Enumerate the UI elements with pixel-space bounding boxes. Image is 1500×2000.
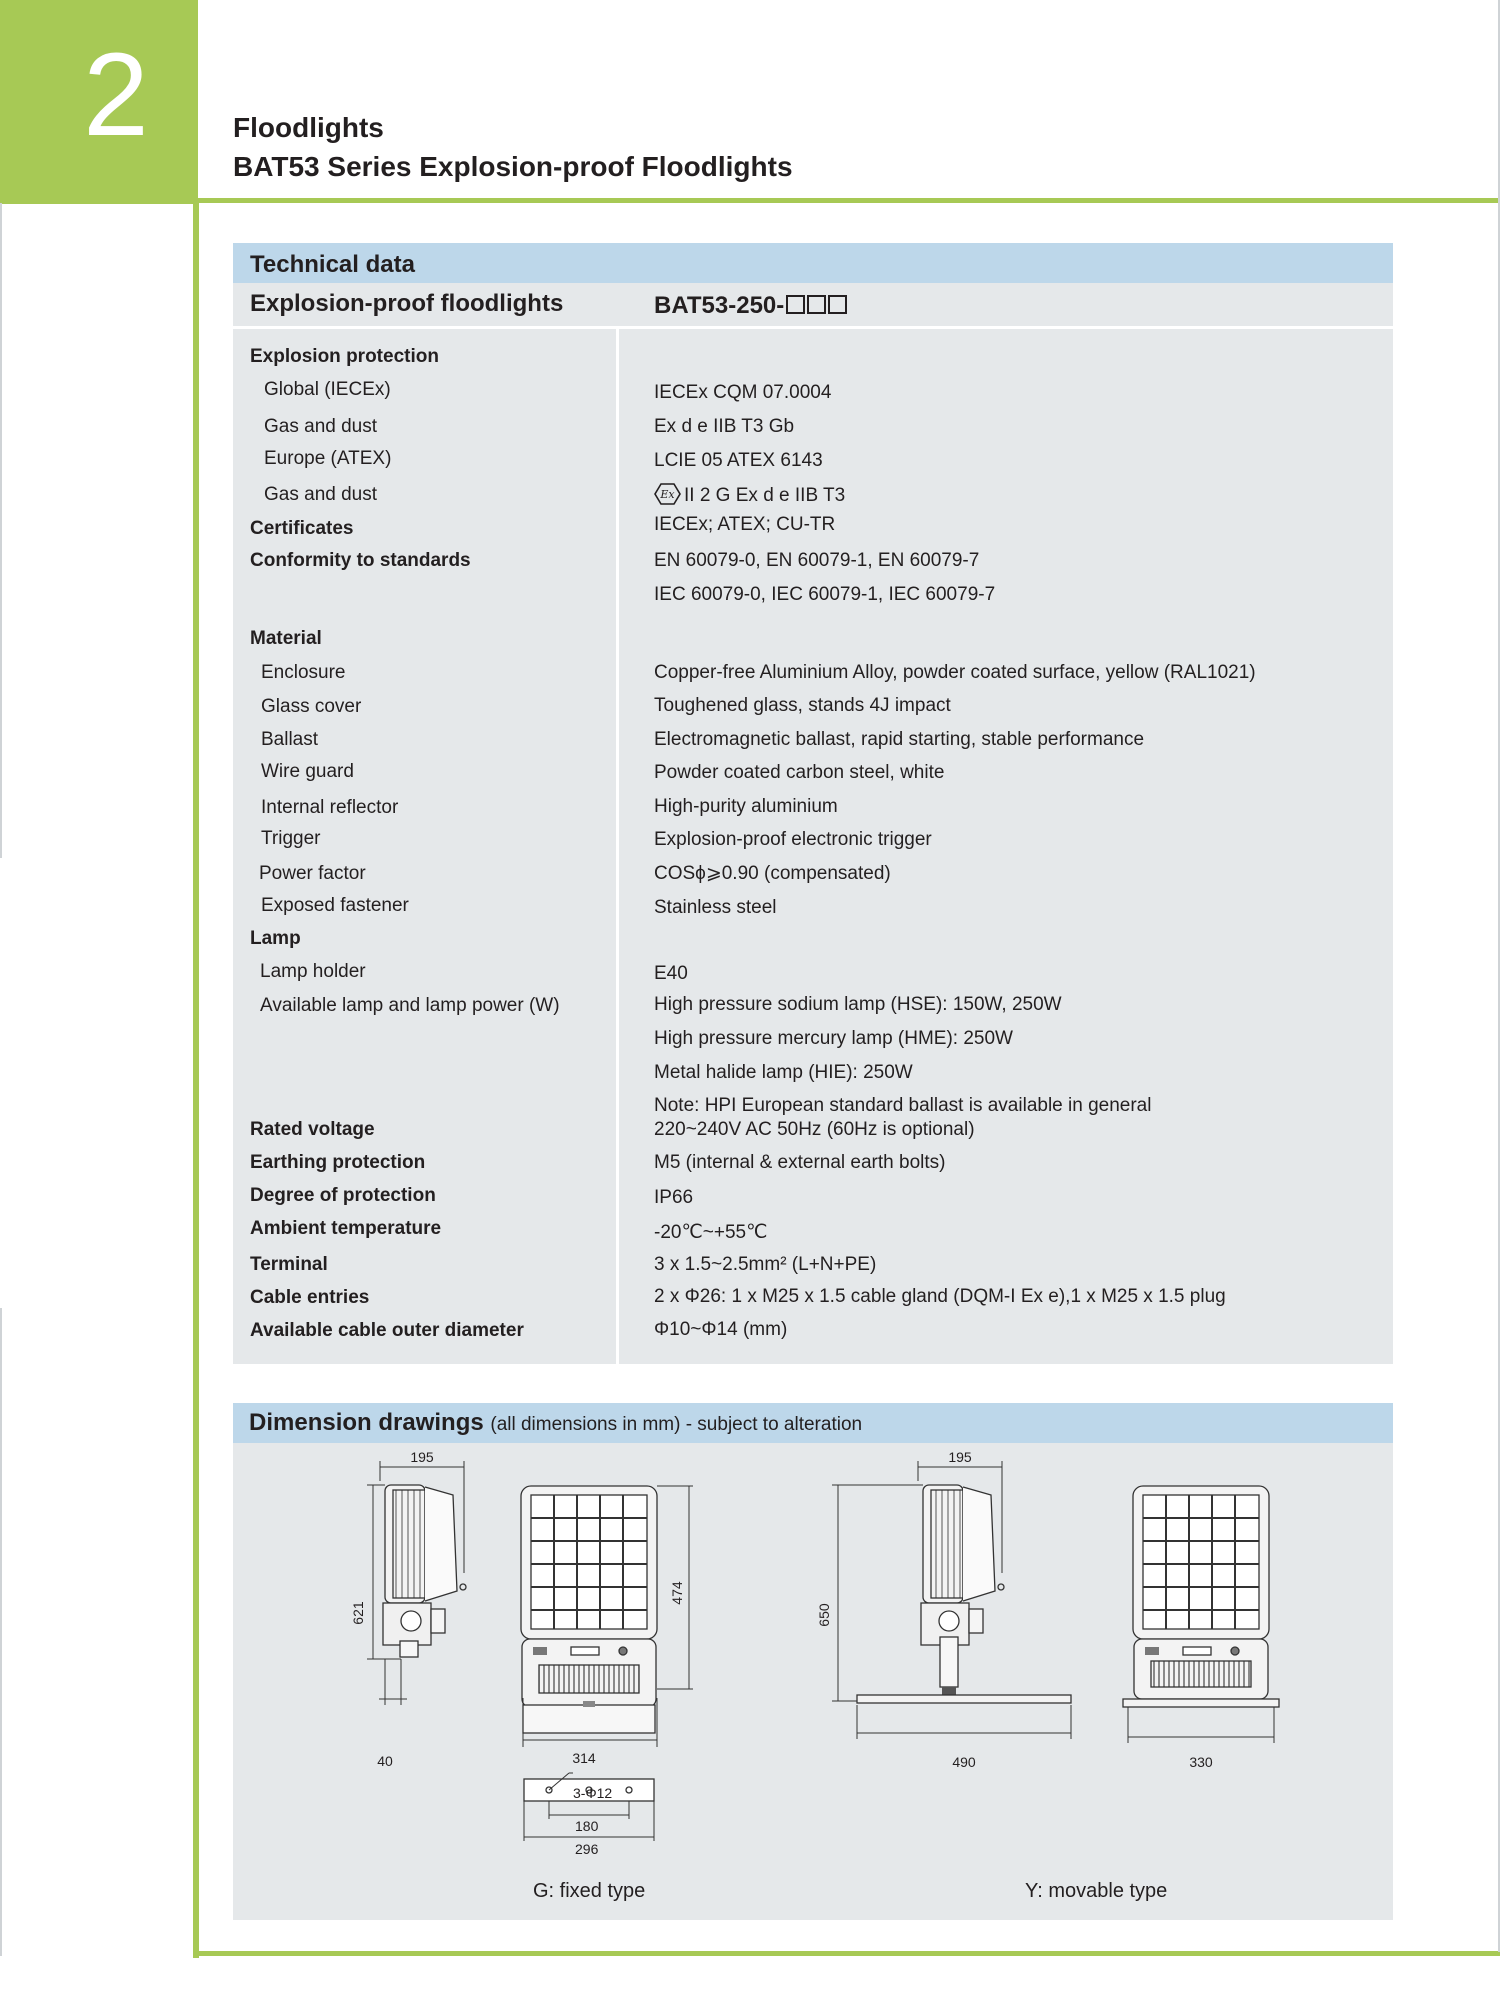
global-gas-dust-value: Ex d e IIB T3 Gb xyxy=(654,416,795,437)
material-row-label: Wire guard xyxy=(261,761,354,782)
dim-fixed-front-height: 474 xyxy=(669,1581,685,1605)
ex-hexagon-icon xyxy=(654,483,681,505)
movable-type-caption: Y: movable type xyxy=(1025,1880,1168,1902)
earthing-protection-value: M5 (internal & external earth bolts) xyxy=(654,1152,946,1173)
product-label: Explosion-proof floodlights xyxy=(250,290,564,317)
material-row-value: Copper-free Aluminium Alloy, powder coated surface, yellow (RAL1021) xyxy=(654,662,1256,683)
material-row-value: High-purity aluminium xyxy=(654,796,838,817)
material-row-value: Electromagnetic ballast, rapid starting, stable performance xyxy=(654,729,1145,750)
page-category: Floodlights xyxy=(233,112,384,143)
material-row-label: Power factor xyxy=(259,863,366,884)
europe-label: Europe (ATEX) xyxy=(264,448,392,469)
material-row-value: Explosion-proof electronic trigger xyxy=(654,829,932,850)
margin-rule xyxy=(193,198,199,1958)
explosion-protection-label: Explosion protection xyxy=(250,346,439,367)
europe-gas-dust-label: Gas and dust xyxy=(264,484,378,505)
material-row-label: Glass cover xyxy=(261,696,362,717)
movable-front-view xyxy=(1123,1486,1279,1707)
material-row-label: Trigger xyxy=(261,828,321,849)
dimension-drawings-title xyxy=(249,1409,862,1437)
left-edge-mark xyxy=(0,203,2,858)
material-row-label: Enclosure xyxy=(261,662,346,683)
page-title: BAT53 Series Explosion-proof Floodlights xyxy=(233,151,793,182)
row-divider xyxy=(233,326,1393,329)
material-row-value: Stainless steel xyxy=(654,897,777,918)
fixed-type-caption: G: fixed type xyxy=(533,1880,646,1902)
dim-fixed-holes-label: 3-Φ12 xyxy=(573,1785,613,1801)
dim-movable-width-top: 195 xyxy=(948,1449,972,1465)
dim-fixed-bracket-width-label: 296 xyxy=(575,1841,599,1857)
dimension-drawings-figure xyxy=(233,1443,1393,1920)
ambient-temperature-label: Ambient temperature xyxy=(250,1218,442,1239)
movable-side-view xyxy=(857,1485,1071,1703)
terminal-value: 3 x 1.5~2.5mm² (L+N+PE) xyxy=(654,1254,877,1275)
terminal-label: Terminal xyxy=(250,1254,328,1275)
global-value: IECEx CQM 07.0004 xyxy=(654,382,832,403)
dimension-drawings-header xyxy=(233,1403,1393,1443)
dim-movable-height-side: 650 xyxy=(816,1603,832,1627)
column-divider xyxy=(616,329,619,1364)
dim-movable-front-base-width: 330 xyxy=(1189,1754,1213,1770)
global-gas-dust-label: Gas and dust xyxy=(264,416,378,437)
fixed-side-view xyxy=(383,1485,466,1657)
degree-of-protection-value: IP66 xyxy=(654,1187,694,1208)
lamp-holder-value: E40 xyxy=(654,963,688,984)
available-lamp-label: Available lamp and lamp power (W) xyxy=(260,995,560,1016)
rated-voltage-label: Rated voltage xyxy=(250,1119,375,1140)
cable-entries-value: 2 x Φ26: 1 x M25 x 1.5 cable gland (DQM-I Ex e),1 x M25 x 1.5 plug xyxy=(654,1286,1226,1307)
fixed-front-view xyxy=(521,1486,657,1733)
degree-of-protection-label: Degree of protection xyxy=(250,1185,436,1206)
model-prefix: BAT53-250- xyxy=(654,292,785,319)
header-divider xyxy=(193,198,1500,203)
global-label: Global (IECEx) xyxy=(264,379,391,400)
model-code-box xyxy=(807,295,826,314)
material-row-label: Exposed fastener xyxy=(261,895,409,916)
certificates-value: IECEx; ATEX; CU-TR xyxy=(654,514,836,535)
conformity-label: Conformity to standards xyxy=(250,550,471,571)
available-lamp-value: High pressure sodium lamp (HSE): 150W, 250W xyxy=(654,994,1062,1015)
dim-movable-base-length: 490 xyxy=(952,1754,976,1770)
conformity-value-iec: IEC 60079-0, IEC 60079-1, IEC 60079-7 xyxy=(654,584,996,605)
technical-data-table xyxy=(233,243,1393,1364)
rated-voltage-value: 220~240V AC 50Hz (60Hz is optional) xyxy=(654,1119,975,1140)
chapter-number: 2 xyxy=(83,29,149,161)
dim-fixed-base-depth: 40 xyxy=(377,1753,393,1769)
footer-divider xyxy=(193,1951,1500,1956)
svg-text:Ex: Ex xyxy=(660,488,675,501)
certificates-label: Certificates xyxy=(250,518,354,539)
available-lamp-note: Note: HPI European standard ballast is available in general xyxy=(654,1095,1152,1116)
cable-entries-label: Cable entries xyxy=(250,1287,370,1308)
material-row-label: Internal reflector xyxy=(261,797,399,818)
dim-fixed-width-top: 195 xyxy=(410,1449,434,1465)
available-lamp-value: High pressure mercury lamp (HME): 250W xyxy=(654,1028,1013,1049)
model-code-box xyxy=(828,295,847,314)
movable-front-dimensions xyxy=(1128,1707,1274,1743)
left-edge-mark xyxy=(0,1308,2,1956)
dim-fixed-height-side: 621 xyxy=(350,1601,366,1625)
dim-fixed-hole-spacing-label: 180 xyxy=(575,1818,599,1834)
lamp-holder-label: Lamp holder xyxy=(260,961,366,982)
earthing-protection-label: Earthing protection xyxy=(250,1152,426,1173)
dim-fixed-front-width: 314 xyxy=(572,1750,596,1766)
available-lamp-value: Metal halide lamp (HIE): 250W xyxy=(654,1062,913,1083)
cable-diameter-value: Φ10~Φ14 (mm) xyxy=(654,1319,788,1340)
dimension-drawings-subtitle: (all dimensions in mm) - subject to alteration xyxy=(490,1414,863,1435)
dimension-drawings-heading: Dimension drawings xyxy=(249,1409,484,1436)
model-code-box xyxy=(786,295,805,314)
lamp-label: Lamp xyxy=(250,928,301,949)
material-label: Material xyxy=(250,628,322,649)
material-row-value: Toughened glass, stands 4J impact xyxy=(654,695,951,716)
europe-gas-dust-row xyxy=(654,483,845,507)
europe-value: LCIE 05 ATEX 6143 xyxy=(654,450,823,471)
ambient-temperature-value: -20℃~+55℃ xyxy=(654,1222,768,1243)
cable-diameter-label: Available cable outer diameter xyxy=(250,1320,524,1341)
technical-data-title: Technical data xyxy=(250,251,415,278)
material-row-value: COSϕ⩾0.90 (compensated) xyxy=(654,863,891,884)
material-row-value: Powder coated carbon steel, white xyxy=(654,762,945,783)
product-model xyxy=(654,292,847,320)
europe-gas-dust-value: II 2 G Ex d e IIB T3 xyxy=(684,485,846,506)
conformity-value-en: EN 60079-0, EN 60079-1, EN 60079-7 xyxy=(654,550,980,571)
material-row-label: Ballast xyxy=(261,729,319,750)
technical-data-header xyxy=(233,243,1393,283)
dimension-drawings-panel xyxy=(233,1443,1393,1920)
